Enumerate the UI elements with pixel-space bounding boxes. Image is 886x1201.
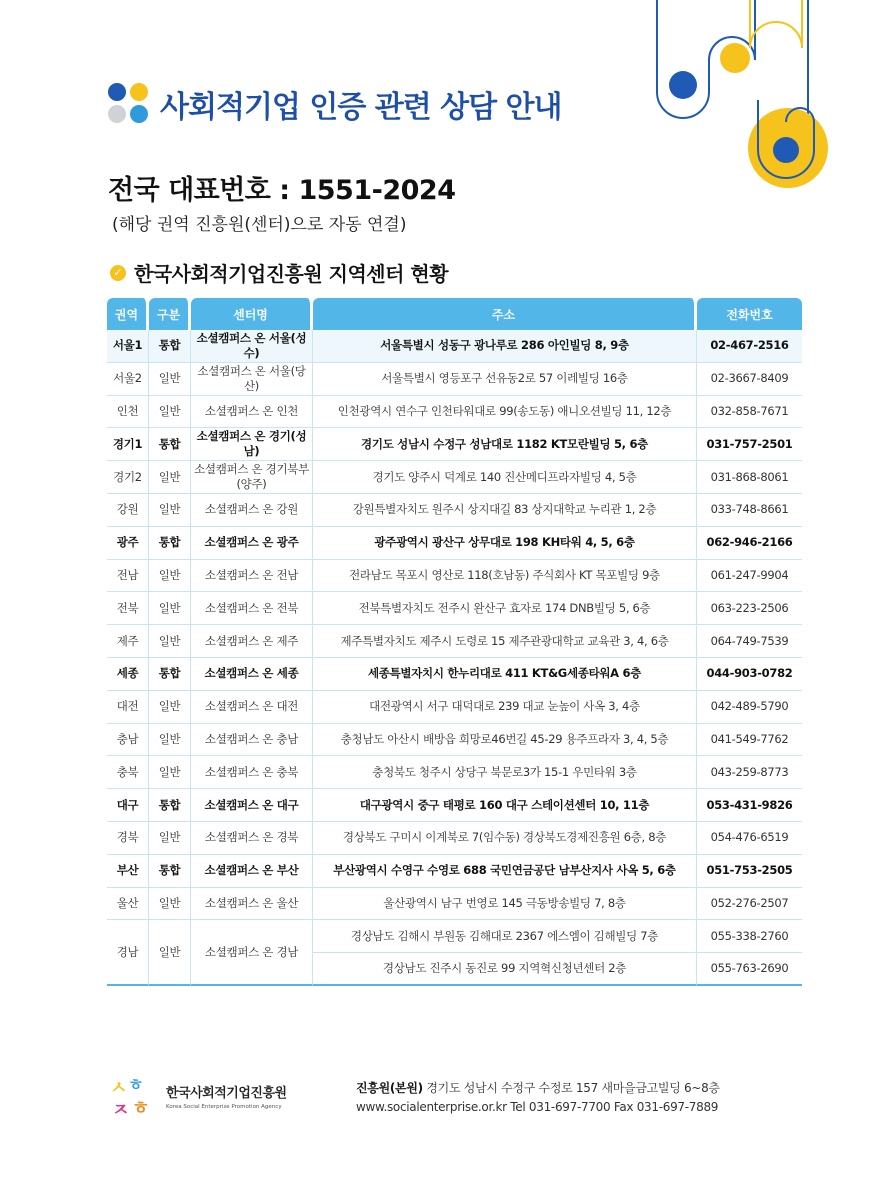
table-header-row [107, 298, 802, 330]
phone-cell: 054-476-6519 [697, 822, 802, 855]
region-cell: 충남 [107, 724, 149, 757]
type-cell: 일반 [149, 363, 191, 396]
column-header-phone: 전화번호 [697, 298, 802, 330]
table-row [107, 461, 802, 494]
type-cell: 일반 [149, 691, 191, 724]
table-row [107, 888, 802, 921]
address-cell: 충청남도 아산시 배방읍 희망로46번길 45-29 용주프라자 3, 4, 5층 [313, 724, 697, 757]
type-cell: 일반 [149, 396, 191, 429]
table-row [107, 658, 802, 691]
check-icon: ✓ [110, 265, 126, 281]
table-body [107, 330, 802, 986]
address-cell: 세종특별자치시 한누리대로 411 KT&G세종타워A 6층 [313, 658, 697, 691]
type-cell: 일반 [149, 920, 191, 986]
svg-text:ㅎ: ㅎ [132, 1098, 150, 1119]
address-cell: 제주특별자치도 제주시 도령로 15 제주관광대학교 교육관 3, 4, 6층 [313, 625, 697, 658]
section-heading [110, 258, 448, 287]
phone-cell: 061-247-9904 [697, 560, 802, 593]
center-name-cell: 소셜캠퍼스 온 충북 [191, 756, 313, 789]
type-cell: 일반 [149, 822, 191, 855]
representative-phone-note: (해당 권역 진흥원(센터)으로 자동 연결) [112, 215, 407, 235]
phone-cell: 062-946-2166 [697, 527, 802, 560]
hq-address: 경기도 성남시 수정구 수정로 157 새마을금고빌딩 6~8층 [426, 1081, 720, 1095]
title-row [108, 82, 562, 126]
type-cell: 통합 [149, 330, 191, 363]
column-header-address: 주소 [313, 298, 697, 330]
region-cell: 세종 [107, 658, 149, 691]
contact-line: www.socialenterprise.or.kr Tel 031-697-7700 Fax 031-697-7889 [356, 1099, 719, 1114]
center-name-cell: 소셜캠퍼스 온 경기북부(양주) [191, 461, 313, 494]
address-cell: 경기도 양주시 덕계로 140 진산메디프라자빌딩 4, 5층 [313, 461, 697, 494]
region-cell: 경남 [107, 920, 149, 986]
org-name-english: Korea Social Enterprise Promotion Agency [166, 1104, 282, 1110]
column-header-type: 구분 [149, 298, 191, 330]
region-cell: 대전 [107, 691, 149, 724]
region-cell: 경기1 [107, 428, 149, 461]
region-cell: 울산 [107, 888, 149, 921]
section-title: 한국사회적기업진흥원 지역센터 현황 [134, 262, 449, 286]
table-row [107, 363, 802, 396]
type-cell: 일반 [149, 888, 191, 921]
region-cell: 부산 [107, 855, 149, 888]
phone-cell: 055-763-2690 [697, 953, 802, 986]
center-name-cell: 소셜캠퍼스 온 광주 [191, 527, 313, 560]
type-cell: 일반 [149, 592, 191, 625]
address-cell: 서울특별시 성동구 광나루로 286 아인빌딩 8, 9층 [313, 330, 697, 363]
address-cell: 경상북도 구미시 이계북로 7(임수동) 경상북도경제진흥원 6층, 8층 [313, 822, 697, 855]
table-row [107, 494, 802, 527]
region-cell: 충북 [107, 756, 149, 789]
svg-text:ㅅ: ㅅ [110, 1078, 128, 1099]
phone-cell: 032-858-7671 [697, 396, 802, 429]
phone-cell: 02-467-2516 [697, 330, 802, 363]
phone-cell: 042-489-5790 [697, 691, 802, 724]
region-cell: 인천 [107, 396, 149, 429]
phone-cell: 041-549-7762 [697, 724, 802, 757]
table-row [107, 691, 802, 724]
type-cell: 일반 [149, 494, 191, 527]
table-row [107, 560, 802, 593]
region-cell: 서울1 [107, 330, 149, 363]
region-cell: 강원 [107, 494, 149, 527]
phone-cell: 033-748-8661 [697, 494, 802, 527]
phone-cell: 052-276-2507 [697, 888, 802, 921]
center-name-cell: 소셜캠퍼스 온 강원 [191, 494, 313, 527]
region-cell: 전남 [107, 560, 149, 593]
table-row [107, 592, 802, 625]
type-cell: 통합 [149, 789, 191, 822]
region-cell: 전북 [107, 592, 149, 625]
table-row [107, 527, 802, 560]
table-row [107, 625, 802, 658]
phone-cell: 02-3667-8409 [697, 363, 802, 396]
svg-text:ㅈ: ㅈ [112, 1100, 130, 1120]
type-cell: 일반 [149, 625, 191, 658]
address-cell: 울산광역시 남구 번영로 145 극동방송빌딩 7, 8층 [313, 888, 697, 921]
region-cell: 제주 [107, 625, 149, 658]
address-cell: 대구광역시 중구 태평로 160 대구 스테이션센터 10, 11층 [313, 789, 697, 822]
address-cell: 경상남도 진주시 동진로 99 지역혁신청년센터 2층 [313, 953, 697, 986]
org-logo-mark-icon [108, 1072, 160, 1120]
region-cell: 경기2 [107, 461, 149, 494]
table-row [107, 920, 802, 953]
type-cell: 통합 [149, 527, 191, 560]
hq-label: 진흥원(본원) [356, 1081, 423, 1095]
region-cell: 대구 [107, 789, 149, 822]
type-cell: 일반 [149, 724, 191, 757]
phone-cell: 051-753-2505 [697, 855, 802, 888]
center-name-cell: 소셜캠퍼스 온 대전 [191, 691, 313, 724]
type-cell: 일반 [149, 756, 191, 789]
table-row [107, 724, 802, 757]
address-cell: 광주광역시 광산구 상무대로 198 KH타워 4, 5, 6층 [313, 527, 697, 560]
address-cell: 대전광역시 서구 대덕대로 239 대교 눈높이 사옥 3, 4층 [313, 691, 697, 724]
phone-cell: 063-223-2506 [697, 592, 802, 625]
center-name-cell: 소셜캠퍼스 온 서울(성수) [191, 330, 313, 363]
svg-text:ㅎ: ㅎ [128, 1075, 144, 1094]
region-cell: 광주 [107, 527, 149, 560]
center-name-cell: 소셜캠퍼스 온 서울(당산) [191, 363, 313, 396]
center-name-cell: 소셜캠퍼스 온 전북 [191, 592, 313, 625]
address-cell: 경기도 성남시 수정구 성남대로 1182 KT모란빌딩 5, 6층 [313, 428, 697, 461]
center-name-cell: 소셜캠퍼스 온 경기(성남) [191, 428, 313, 461]
region-cell: 서울2 [107, 363, 149, 396]
type-cell: 통합 [149, 658, 191, 691]
footer-contact-info [356, 1079, 720, 1116]
address-cell: 부산광역시 수영구 수영로 688 국민연금공단 남부산지사 사옥 5, 6층 [313, 855, 697, 888]
center-name-cell: 소셜캠퍼스 온 울산 [191, 888, 313, 921]
center-name-cell: 소셜캠퍼스 온 부산 [191, 855, 313, 888]
address-cell: 충청북도 청주시 상당구 북문로3가 15-1 우민타워 3층 [313, 756, 697, 789]
phone-cell: 053-431-9826 [697, 789, 802, 822]
center-name-cell: 소셜캠퍼스 온 대구 [191, 789, 313, 822]
region-cell: 경북 [107, 822, 149, 855]
center-name-cell: 소셜캠퍼스 온 인천 [191, 396, 313, 429]
address-cell: 강원특별자치도 원주시 상지대길 83 상지대학교 누리관 1, 2층 [313, 494, 697, 527]
table-row [107, 789, 802, 822]
address-cell: 전라남도 목포시 영산로 118(호남동) 주식회사 KT 목포빌딩 9층 [313, 560, 697, 593]
phone-cell: 043-259-8773 [697, 756, 802, 789]
center-name-cell: 소셜캠퍼스 온 제주 [191, 625, 313, 658]
table-row [107, 855, 802, 888]
center-name-cell: 소셜캠퍼스 온 세종 [191, 658, 313, 691]
phone-cell: 044-903-0782 [697, 658, 802, 691]
address-cell: 서울특별시 영등포구 선유동2로 57 이레빌딩 16층 [313, 363, 697, 396]
address-cell: 경상남도 김해시 부원동 김해대로 2367 에스엠이 김해빌딩 7층 [313, 920, 697, 953]
type-cell: 일반 [149, 461, 191, 494]
table-row [107, 428, 802, 461]
org-name: 한국사회적기업진흥원 [166, 1086, 287, 1101]
table-row [107, 396, 802, 429]
center-name-cell: 소셜캠퍼스 온 경북 [191, 822, 313, 855]
type-cell: 일반 [149, 560, 191, 593]
phone-cell: 064-749-7539 [697, 625, 802, 658]
type-cell: 통합 [149, 428, 191, 461]
phone-cell: 031-868-8061 [697, 461, 802, 494]
page-title: 사회적기업 인증 관련 상담 안내 [160, 90, 562, 125]
title-dots-icon [108, 83, 150, 125]
center-name-cell: 소셜캠퍼스 온 경남 [191, 920, 313, 986]
center-name-cell: 소셜캠퍼스 온 전남 [191, 560, 313, 593]
org-logo [108, 1072, 287, 1120]
center-name-cell: 소셜캠퍼스 온 충남 [191, 724, 313, 757]
phone-cell: 055-338-2760 [697, 920, 802, 953]
phone-cell: 031-757-2501 [697, 428, 802, 461]
address-cell: 인천광역시 연수구 인천타워대로 99(송도동) 애니오션빌딩 11, 12층 [313, 396, 697, 429]
table-row [107, 822, 802, 855]
representative-phone: 전국 대표번호 : 1551-2024 [108, 175, 456, 206]
address-cell: 전북특별자치도 전주시 완산구 효자로 174 DNB빌딩 5, 6층 [313, 592, 697, 625]
column-header-region: 권역 [107, 298, 149, 330]
table-row [107, 756, 802, 789]
table-row [107, 330, 802, 363]
column-header-center: 센터명 [191, 298, 313, 330]
regional-centers-table [107, 298, 802, 986]
type-cell: 통합 [149, 855, 191, 888]
